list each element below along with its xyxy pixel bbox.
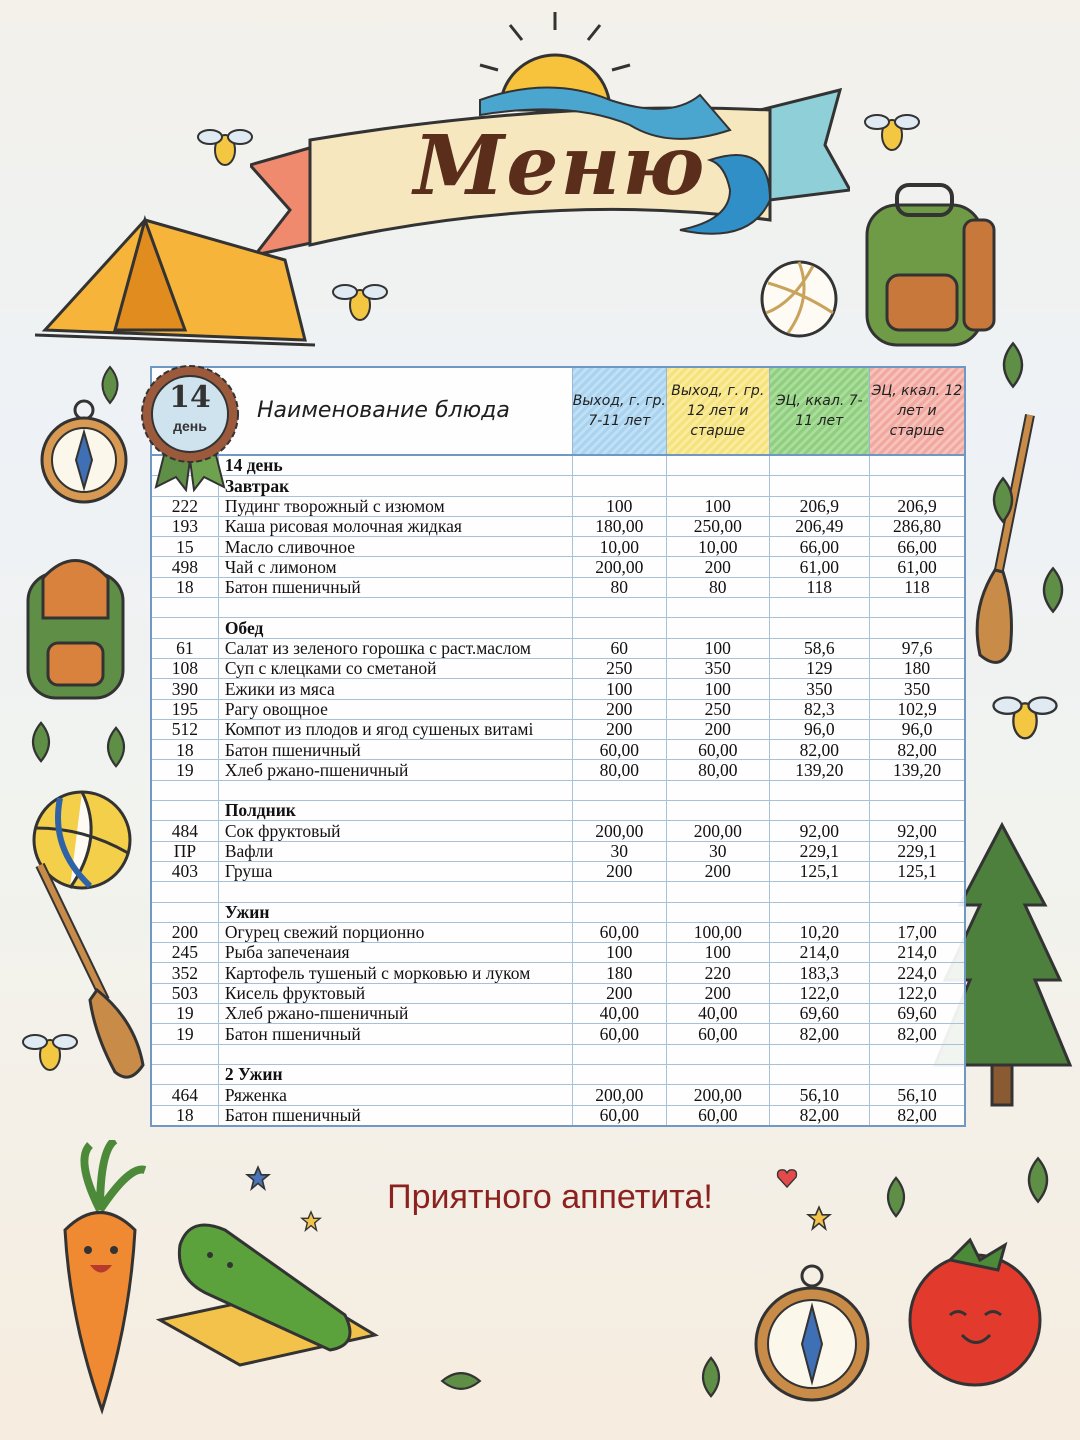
dish-name: Батон пшеничный <box>218 577 572 597</box>
value-v3: 82,00 <box>769 1024 869 1044</box>
empty-cell <box>870 801 965 821</box>
value-v1: 60 <box>572 638 666 658</box>
section-row <box>152 1064 964 1084</box>
paddle-icon <box>35 860 150 1085</box>
spacer-row <box>152 780 964 800</box>
dish-name: Огурец свежий порционно <box>218 922 572 942</box>
empty-cell <box>667 455 770 476</box>
value-v3: 96,0 <box>769 719 869 739</box>
dish-name: Картофель тушеный с морковью и луком <box>218 963 572 983</box>
value-v2: 80,00 <box>667 760 770 780</box>
section-title: 2 Ужин <box>218 1064 572 1084</box>
value-v1: 200 <box>572 699 666 719</box>
value-v4: 17,00 <box>870 922 965 942</box>
value-v4: 122,0 <box>870 983 965 1003</box>
table-row <box>152 922 964 942</box>
kcal-12-plus-header: ЭЦ, ккал. 12 лет и старше <box>870 368 965 455</box>
value-v1: 200,00 <box>572 557 666 577</box>
table-row <box>152 861 964 881</box>
value-v4: 69,60 <box>870 1004 965 1024</box>
heart-icon <box>776 1168 798 1188</box>
value-v1: 30 <box>572 841 666 861</box>
leaf-icon <box>440 1365 482 1397</box>
empty-cell <box>572 780 666 800</box>
day-badge <box>136 362 244 492</box>
recipe-code: 18 <box>152 740 218 760</box>
page-title: Меню <box>413 118 707 214</box>
kcal-7-11-header: ЭЦ, ккал. 7-11 лет <box>769 368 869 455</box>
empty-cell <box>870 780 965 800</box>
dish-cell <box>218 882 572 902</box>
dish-name: Ряженка <box>218 1085 572 1105</box>
empty-cell <box>769 476 869 496</box>
dish-name: Пудинг творожный с изюмом <box>218 496 572 516</box>
value-v4: 66,00 <box>870 537 965 557</box>
value-v2: 220 <box>667 963 770 983</box>
compass-icon <box>752 1262 872 1412</box>
empty-cell <box>769 882 869 902</box>
value-v2: 60,00 <box>667 1024 770 1044</box>
code-cell <box>152 1064 218 1084</box>
value-v2: 200,00 <box>667 821 770 841</box>
recipe-code: 195 <box>152 699 218 719</box>
value-v1: 60,00 <box>572 1024 666 1044</box>
star-icon <box>806 1205 832 1231</box>
dish-cell <box>218 780 572 800</box>
dish-name: Кисель фруктовый <box>218 983 572 1003</box>
value-v3: 229,1 <box>769 841 869 861</box>
empty-cell <box>769 618 869 638</box>
dish-name: Суп с клецками со сметаной <box>218 658 572 678</box>
section-title: Ужин <box>218 902 572 922</box>
empty-cell <box>667 1044 770 1064</box>
leaf-icon <box>880 1175 912 1219</box>
value-v3: 92,00 <box>769 821 869 841</box>
value-v3: 125,1 <box>769 861 869 881</box>
dish-name: Хлеб ржано-пшеничный <box>218 760 572 780</box>
table-row <box>152 1004 964 1024</box>
dish-name: Рыба запеченаия <box>218 943 572 963</box>
dish-cell <box>218 1044 572 1064</box>
value-v4: 82,00 <box>870 1024 965 1044</box>
yield-7-11-header: Выход, г. гр. 7-11 лет <box>572 368 666 455</box>
empty-cell <box>769 598 869 618</box>
recipe-code: 503 <box>152 983 218 1003</box>
table-row <box>152 557 964 577</box>
value-v2: 100 <box>667 679 770 699</box>
table-row <box>152 719 964 739</box>
recipe-code: 19 <box>152 1004 218 1024</box>
recipe-code: 222 <box>152 496 218 516</box>
section-row <box>152 801 964 821</box>
empty-cell <box>572 801 666 821</box>
value-v1: 100 <box>572 496 666 516</box>
section-title: Обед <box>218 618 572 638</box>
value-v1: 80,00 <box>572 760 666 780</box>
value-v1: 100 <box>572 679 666 699</box>
table-row <box>152 679 964 699</box>
recipe-code: 352 <box>152 963 218 983</box>
empty-cell <box>572 1044 666 1064</box>
value-v4: 229,1 <box>870 841 965 861</box>
leaf-icon <box>1020 1155 1056 1205</box>
empty-cell <box>870 1044 965 1064</box>
recipe-code: ПР <box>152 841 218 861</box>
day-word: день <box>173 418 207 434</box>
empty-cell <box>769 1044 869 1064</box>
value-v1: 200 <box>572 983 666 1003</box>
empty-cell <box>572 476 666 496</box>
bee-icon <box>195 115 255 175</box>
empty-cell <box>769 801 869 821</box>
value-v3: 183,3 <box>769 963 869 983</box>
empty-cell <box>572 902 666 922</box>
menu-body <box>152 455 964 1125</box>
value-v1: 250 <box>572 658 666 678</box>
empty-cell <box>870 902 965 922</box>
section-row <box>152 476 964 496</box>
value-v2: 200 <box>667 557 770 577</box>
value-v3: 214,0 <box>769 943 869 963</box>
recipe-code: 19 <box>152 760 218 780</box>
empty-cell <box>870 1064 965 1084</box>
value-v2: 10,00 <box>667 537 770 557</box>
recipe-code: 498 <box>152 557 218 577</box>
value-v3: 56,10 <box>769 1085 869 1105</box>
spacer-row <box>152 882 964 902</box>
bee-icon <box>990 680 1060 750</box>
empty-cell <box>667 902 770 922</box>
dish-name: Вафли <box>218 841 572 861</box>
value-v3: 69,60 <box>769 1004 869 1024</box>
leaf-icon <box>25 720 57 764</box>
value-v1: 40,00 <box>572 1004 666 1024</box>
menu-table <box>150 366 966 1127</box>
empty-cell <box>667 780 770 800</box>
empty-cell <box>769 455 869 476</box>
table-row <box>152 943 964 963</box>
empty-cell <box>667 476 770 496</box>
table-row <box>152 841 964 861</box>
value-v1: 100 <box>572 943 666 963</box>
empty-cell <box>667 598 770 618</box>
value-v2: 60,00 <box>667 1105 770 1125</box>
recipe-code: 403 <box>152 861 218 881</box>
value-v4: 82,00 <box>870 740 965 760</box>
recipe-code: 193 <box>152 516 218 536</box>
empty-cell <box>572 882 666 902</box>
value-v4: 350 <box>870 679 965 699</box>
value-v2: 200 <box>667 719 770 739</box>
recipe-code: 19 <box>152 1024 218 1044</box>
value-v3: 206,9 <box>769 496 869 516</box>
value-v3: 122,0 <box>769 983 869 1003</box>
value-v2: 100,00 <box>667 922 770 942</box>
leaf-icon <box>100 725 132 769</box>
value-v4: 102,9 <box>870 699 965 719</box>
dish-name: Рагу овощное <box>218 699 572 719</box>
code-cell <box>152 618 218 638</box>
leaf-icon <box>995 340 1031 390</box>
dish-name: Компот из плодов и ягод сушеных витамі <box>218 719 572 739</box>
dish-name: Батон пшеничный <box>218 740 572 760</box>
recipe-code: 464 <box>152 1085 218 1105</box>
value-v3: 82,00 <box>769 740 869 760</box>
empty-cell <box>572 598 666 618</box>
table-row <box>152 537 964 557</box>
cucumber-icon <box>150 1200 390 1370</box>
value-v3: 206,49 <box>769 516 869 536</box>
dish-name: Батон пшеничный <box>218 1105 572 1125</box>
volleyball-icon <box>758 258 840 340</box>
value-v3: 61,00 <box>769 557 869 577</box>
value-v4: 214,0 <box>870 943 965 963</box>
value-v2: 200 <box>667 861 770 881</box>
dish-name: Хлеб ржано-пшеничный <box>218 1004 572 1024</box>
value-v4: 206,9 <box>870 496 965 516</box>
value-v1: 200 <box>572 861 666 881</box>
value-v3: 66,00 <box>769 537 869 557</box>
value-v4: 139,20 <box>870 760 965 780</box>
empty-cell <box>667 618 770 638</box>
dish-name: Батон пшеничный <box>218 1024 572 1044</box>
value-v3: 129 <box>769 658 869 678</box>
value-v1: 60,00 <box>572 1105 666 1125</box>
tomato-icon <box>880 1220 1060 1410</box>
empty-cell <box>572 455 666 476</box>
dish-name: Ежики из мяса <box>218 679 572 699</box>
value-v3: 82,00 <box>769 1105 869 1125</box>
value-v4: 286,80 <box>870 516 965 536</box>
carrot-icon <box>40 1140 160 1420</box>
value-v4: 92,00 <box>870 821 965 841</box>
dish-name: Каша рисовая молочная жидкая <box>218 516 572 536</box>
star-icon <box>300 1210 322 1232</box>
section-row <box>152 902 964 922</box>
recipe-code: 108 <box>152 658 218 678</box>
table-row <box>152 983 964 1003</box>
empty-cell <box>769 902 869 922</box>
value-v2: 250 <box>667 699 770 719</box>
value-v2: 200 <box>667 983 770 1003</box>
value-v2: 60,00 <box>667 740 770 760</box>
backpack-icon <box>852 180 1002 355</box>
value-v4: 56,10 <box>870 1085 965 1105</box>
code-cell <box>152 598 218 618</box>
recipe-code: 18 <box>152 1105 218 1125</box>
value-v3: 350 <box>769 679 869 699</box>
section-title: Завтрак <box>218 476 572 496</box>
bee-icon <box>862 100 922 160</box>
table-row <box>152 658 964 678</box>
dish-name-header: Наименование блюда <box>152 368 572 455</box>
table-row <box>152 1085 964 1105</box>
empty-cell <box>870 882 965 902</box>
recipe-code: 61 <box>152 638 218 658</box>
code-cell <box>152 780 218 800</box>
value-v3: 139,20 <box>769 760 869 780</box>
table-row <box>152 516 964 536</box>
empty-cell <box>769 780 869 800</box>
value-v2: 250,00 <box>667 516 770 536</box>
empty-cell <box>667 801 770 821</box>
compass-icon <box>38 398 130 510</box>
value-v3: 58,6 <box>769 638 869 658</box>
value-v4: 224,0 <box>870 963 965 983</box>
code-cell <box>152 882 218 902</box>
table-row <box>152 1105 964 1125</box>
value-v3: 82,3 <box>769 699 869 719</box>
recipe-code: 512 <box>152 719 218 739</box>
value-v2: 40,00 <box>667 1004 770 1024</box>
leaf-icon <box>1035 565 1071 615</box>
dish-name: Груша <box>218 861 572 881</box>
dish-name: Чай с лимоном <box>218 557 572 577</box>
tent-icon <box>35 200 315 360</box>
empty-cell <box>667 882 770 902</box>
value-v3: 118 <box>769 577 869 597</box>
table-row <box>152 699 964 719</box>
value-v1: 200,00 <box>572 1085 666 1105</box>
value-v1: 200,00 <box>572 821 666 841</box>
table-row <box>152 1024 964 1044</box>
value-v1: 200 <box>572 719 666 739</box>
value-v2: 100 <box>667 943 770 963</box>
recipe-code: 18 <box>152 577 218 597</box>
value-v4: 61,00 <box>870 557 965 577</box>
value-v2: 350 <box>667 658 770 678</box>
dish-name: Салат из зеленого горошка с раст.маслом <box>218 638 572 658</box>
value-v4: 97,6 <box>870 638 965 658</box>
backpack-icon <box>18 548 133 708</box>
paddle-icon <box>965 410 1045 670</box>
code-cell <box>152 801 218 821</box>
table-row <box>152 638 964 658</box>
value-v2: 80 <box>667 577 770 597</box>
day-row <box>152 455 964 476</box>
empty-cell <box>870 455 965 476</box>
empty-cell <box>870 598 965 618</box>
section-title: Полдник <box>218 801 572 821</box>
table-row <box>152 963 964 983</box>
recipe-code: 484 <box>152 821 218 841</box>
dish-name: Масло сливочное <box>218 537 572 557</box>
recipe-code: 245 <box>152 943 218 963</box>
value-v3: 10,20 <box>769 922 869 942</box>
dish-cell <box>218 598 572 618</box>
value-v4: 82,00 <box>870 1105 965 1125</box>
empty-cell <box>769 1064 869 1084</box>
recipe-code: 200 <box>152 922 218 942</box>
star-icon <box>245 1165 271 1191</box>
yield-12-plus-header: Выход, г. гр. 12 лет и старше <box>667 368 770 455</box>
code-cell <box>152 902 218 922</box>
empty-cell <box>572 1064 666 1084</box>
value-v4: 96,0 <box>870 719 965 739</box>
table-row <box>152 821 964 841</box>
empty-cell <box>667 1064 770 1084</box>
leaf-icon <box>695 1355 727 1399</box>
section-row <box>152 618 964 638</box>
value-v2: 100 <box>667 638 770 658</box>
empty-cell <box>572 618 666 638</box>
table-row <box>152 740 964 760</box>
leaf-icon <box>95 365 125 405</box>
leaf-icon <box>985 475 1021 525</box>
spacer-row <box>152 598 964 618</box>
empty-cell <box>870 618 965 638</box>
day-number: 14 <box>169 380 211 415</box>
day-label: 14 день <box>218 455 572 476</box>
footer-text: Приятного аппетита! <box>387 1178 713 1216</box>
recipe-code: 15 <box>152 537 218 557</box>
value-v1: 80 <box>572 577 666 597</box>
recipe-code: 390 <box>152 679 218 699</box>
spacer-row <box>152 1044 964 1064</box>
bee-icon <box>330 270 390 330</box>
table-row <box>152 496 964 516</box>
value-v2: 100 <box>667 496 770 516</box>
empty-cell <box>870 476 965 496</box>
value-v4: 180 <box>870 658 965 678</box>
code-cell <box>152 1044 218 1064</box>
value-v4: 125,1 <box>870 861 965 881</box>
value-v2: 30 <box>667 841 770 861</box>
table-row <box>152 760 964 780</box>
value-v1: 10,00 <box>572 537 666 557</box>
value-v1: 60,00 <box>572 740 666 760</box>
dish-name: Сок фруктовый <box>218 821 572 841</box>
value-v1: 180,00 <box>572 516 666 536</box>
value-v2: 200,00 <box>667 1085 770 1105</box>
value-v1: 60,00 <box>572 922 666 942</box>
value-v1: 180 <box>572 963 666 983</box>
value-v4: 118 <box>870 577 965 597</box>
table-row <box>152 577 964 597</box>
